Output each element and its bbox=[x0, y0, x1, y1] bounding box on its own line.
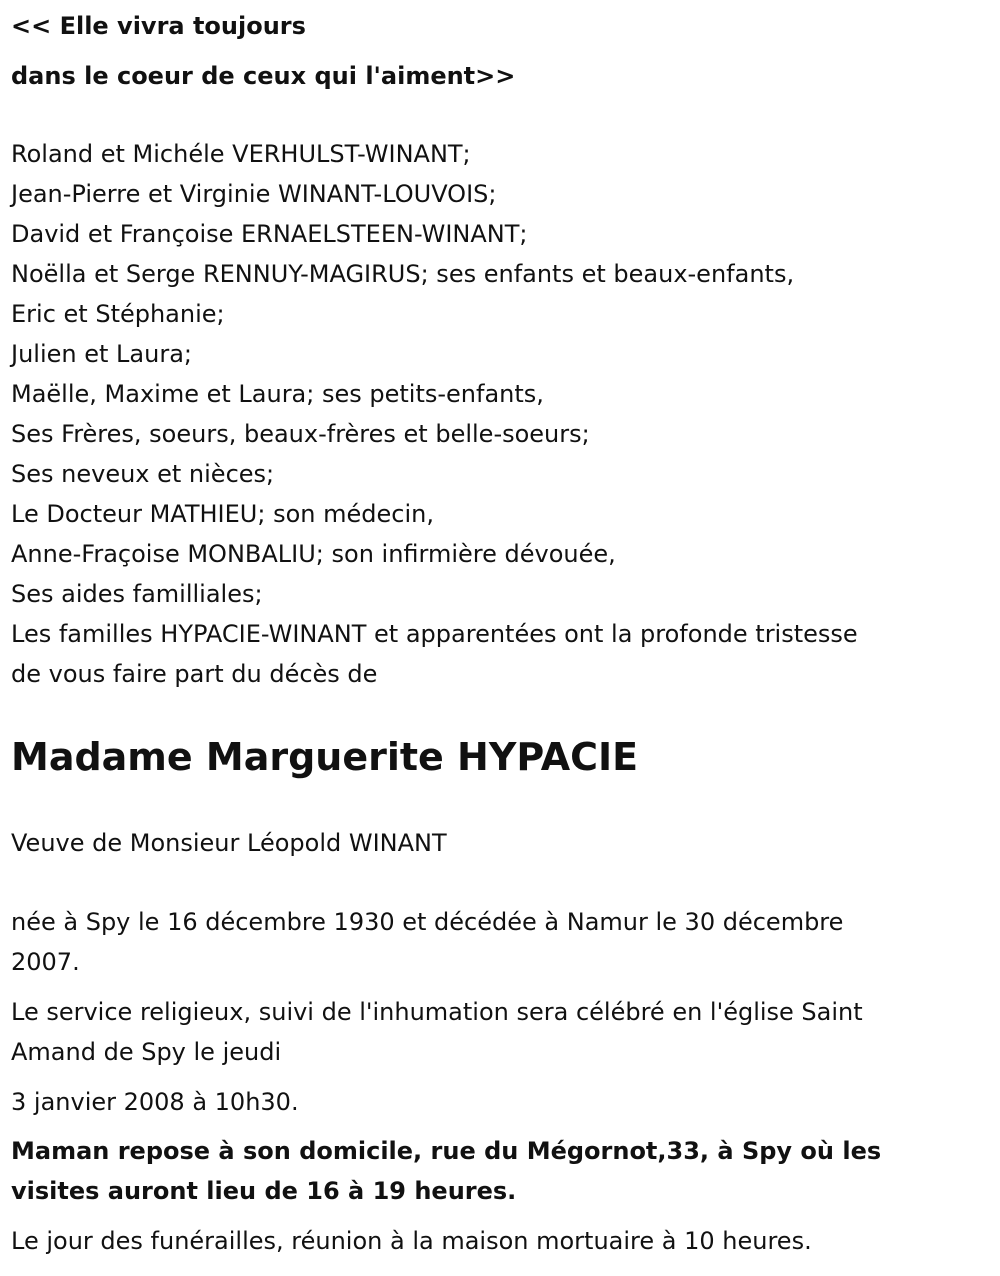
family-line: de vous faire part du décès de bbox=[11, 660, 378, 688]
visitation-line-2: visites auront lieu de 16 à 19 heures. bbox=[11, 1177, 517, 1205]
family-line: Eric et Stéphanie; bbox=[11, 300, 225, 328]
service-line-2: Amand de Spy le jeudi bbox=[11, 1038, 282, 1066]
deceased-name: Madame Marguerite HYPACIE bbox=[11, 735, 639, 779]
family-line: Le Docteur MATHIEU; son médecin, bbox=[11, 500, 434, 528]
service-info bbox=[11, 992, 986, 1072]
family-line: Jean-Pierre et Virginie WINANT-LOUVOIS; bbox=[11, 180, 497, 208]
epitaph-line-1: << Elle vivra toujours bbox=[11, 12, 306, 40]
family-line: Ses neveux et nièces; bbox=[11, 460, 275, 488]
birth-death-line-2: 2007. bbox=[11, 948, 80, 976]
family-line: David et Françoise ERNAELSTEEN-WINANT; bbox=[11, 220, 528, 248]
family-line: Ses aides familliales; bbox=[11, 580, 263, 608]
family-list bbox=[11, 134, 986, 694]
family-line: Anne-Fraçoise MONBALIU; son infirmière dévouée, bbox=[11, 540, 616, 568]
widow-of: Veuve de Monsieur Léopold WINANT bbox=[11, 829, 447, 857]
family-line: Julien et Laura; bbox=[11, 340, 192, 368]
family-line: Maëlle, Maxime et Laura; ses petits-enfants, bbox=[11, 380, 544, 408]
service-date: 3 janvier 2008 à 10h30. bbox=[11, 1088, 299, 1116]
meeting-info: Le jour des funérailles, réunion à la maison mortuaire à 10 heures. bbox=[11, 1227, 812, 1255]
family-line: Les familles HYPACIE-WINANT et apparentées ont la profonde tristesse bbox=[11, 620, 858, 648]
birth-death-line-1: née à Spy le 16 décembre 1930 et décédée à Namur le 30 décembre bbox=[11, 908, 844, 936]
family-line: Ses Frères, soeurs, beaux-frères et belle-soeurs; bbox=[11, 420, 590, 448]
birth-death-info bbox=[11, 902, 986, 982]
visitation-info bbox=[11, 1131, 986, 1211]
family-line: Noëlla et Serge RENNUY-MAGIRUS; ses enfants et beaux-enfants, bbox=[11, 260, 795, 288]
visitation-line-1: Maman repose à son domicile, rue du Mégornot,33, à Spy où les bbox=[11, 1137, 882, 1165]
service-line-1: Le service religieux, suivi de l'inhumation sera célébré en l'église Saint bbox=[11, 998, 863, 1026]
family-line: Roland et Michéle VERHULST-WINANT; bbox=[11, 140, 471, 168]
epitaph-line-2: dans le coeur de ceux qui l'aiment>> bbox=[11, 62, 516, 90]
